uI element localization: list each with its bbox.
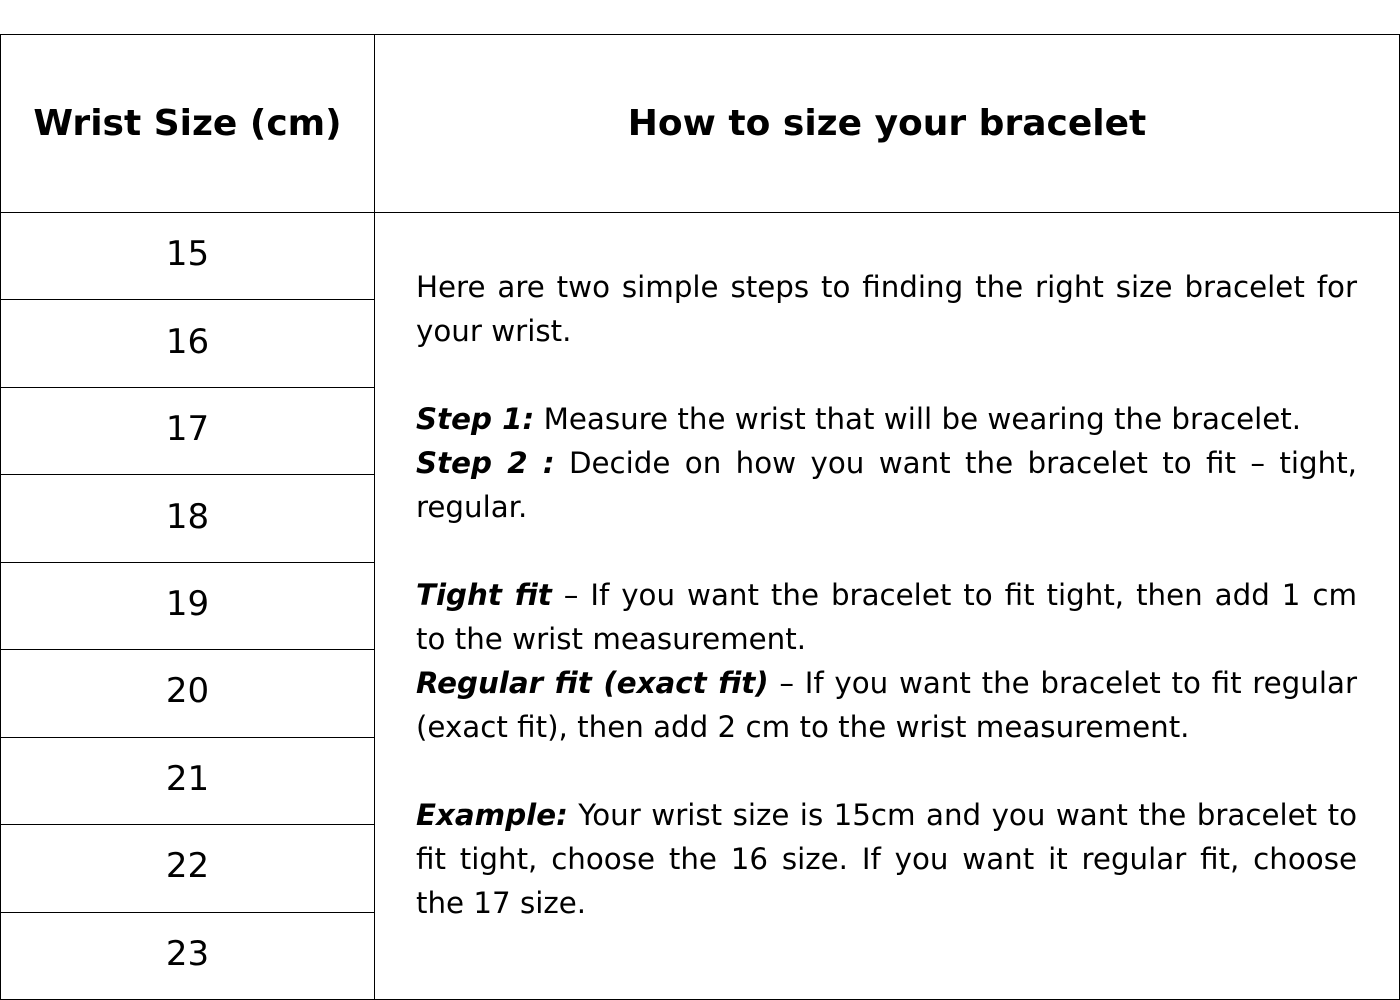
bracelet-size-table bbox=[0, 34, 1400, 1000]
wrist-size-cell: 20 bbox=[1, 650, 375, 737]
example-label: Example: bbox=[416, 797, 568, 832]
wrist-size-cell: 17 bbox=[1, 387, 375, 474]
step-1-text: Measure the wrist that will be wearing the bracelet. bbox=[534, 401, 1302, 436]
wrist-size-cell: 22 bbox=[1, 825, 375, 912]
step-1-label: Step 1: bbox=[416, 401, 535, 436]
tight-fit-paragraph bbox=[416, 573, 1357, 661]
wrist-size-cell: 23 bbox=[1, 912, 375, 999]
intro-paragraph: Here are two simple steps to finding the right size bracelet for your wrist. bbox=[416, 269, 1357, 348]
example-text: Your wrist size is 15cm and you want the bracelet to fit tight, choose the 16 size. If you want it regular fit, choose the 17 size. bbox=[416, 797, 1357, 920]
table-header-row bbox=[1, 35, 1400, 213]
wrist-size-header: Wrist Size (cm) bbox=[1, 35, 375, 213]
tight-fit-text: – If you want the bracelet to fit tight, then add 1 cm to the wrist measurement. bbox=[416, 577, 1357, 656]
sizing-instructions-cell bbox=[375, 212, 1400, 999]
regular-fit-paragraph bbox=[416, 661, 1357, 749]
regular-fit-text: – If you want the bracelet to fit regular (exact fit), then add 2 cm to the wrist measurement. bbox=[416, 665, 1357, 744]
step-2-paragraph bbox=[416, 441, 1357, 529]
wrist-size-cell: 16 bbox=[1, 300, 375, 387]
step-2-label: Step 2 : bbox=[416, 445, 555, 480]
example-paragraph bbox=[416, 793, 1357, 925]
step-2-text: Decide on how you want the bracelet to fit – tight, regular. bbox=[416, 445, 1357, 524]
wrist-size-cell: 21 bbox=[1, 737, 375, 824]
wrist-size-cell: 19 bbox=[1, 562, 375, 649]
sizing-guide-header: How to size your bracelet bbox=[375, 35, 1400, 213]
regular-fit-label: Regular fit (exact fit) bbox=[416, 665, 769, 700]
wrist-size-cell: 15 bbox=[1, 212, 375, 299]
step-1-paragraph bbox=[416, 397, 1357, 441]
table-row bbox=[1, 212, 1400, 299]
tight-fit-label: Tight fit bbox=[416, 577, 552, 612]
wrist-size-cell: 18 bbox=[1, 475, 375, 562]
